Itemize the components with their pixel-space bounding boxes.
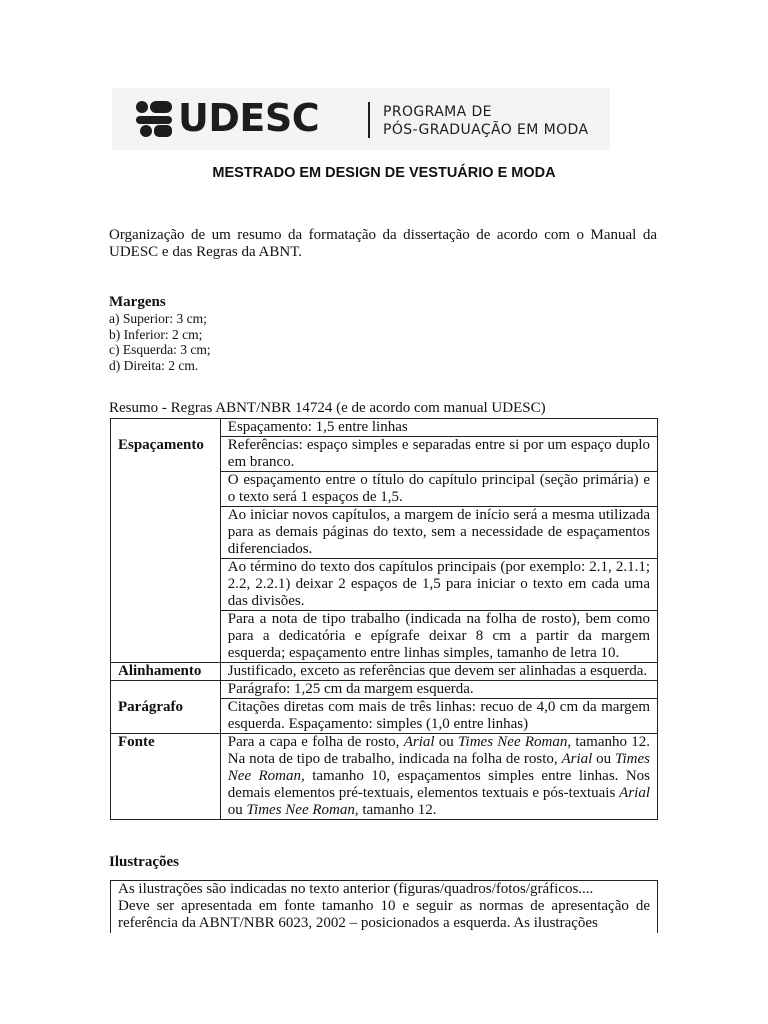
- fonte-text: tamanho 10, espaçamentos simples entre linhas. Nos demais elementos pré-textuais, elementos textuais e pós-textuais: [227, 768, 650, 801]
- font-name: Times Nee Roman,: [227, 751, 651, 784]
- fonte-text: ou: [434, 734, 459, 750]
- font-name: Arial: [619, 785, 650, 801]
- fonte-text: , tamanho 12. Na nota de tipo de trabalho, indicada na folha de rosto,: [227, 734, 651, 767]
- list-item: d) Direita: 2 cm.: [109, 357, 199, 373]
- page-title: MESTRADO EM DESIGN DE VESTUÁRIO E MODA: [212, 165, 556, 181]
- udesc-logo: [112, 88, 610, 150]
- rules-table: [110, 418, 658, 820]
- program-line-2: PÓS-GRADUAÇÃO EM MODA: [383, 122, 589, 138]
- table-row: [111, 419, 658, 437]
- font-name: Times Nee Roman: [246, 802, 355, 818]
- table-cell: Parágrafo: 1,25 cm da margem esquerda.: [220, 681, 657, 699]
- fonte-text: Para a capa e folha de rosto,: [227, 734, 404, 750]
- list-item: b) Inferior: 2 cm;: [109, 326, 203, 342]
- table-cell: Citações diretas com mais de três linhas: recuo de 4,0 cm da margem esquerda. Espaçamento: simples (1,0 entre linhas): [220, 699, 657, 734]
- udesc-emblem-icon: [134, 100, 174, 138]
- table-row: [111, 681, 658, 699]
- fonte-label: Fonte: [111, 734, 221, 820]
- fonte-text: ou: [592, 751, 615, 767]
- ilustracoes-box: [110, 880, 658, 933]
- margens-heading: Margens: [109, 294, 166, 310]
- table-label-cell: [111, 507, 221, 559]
- table-cell: Espaçamento: 1,5 entre linhas: [220, 419, 657, 437]
- list-item: c) Esquerda: 3 cm;: [109, 342, 211, 357]
- table-row: [111, 559, 658, 611]
- table-row: [111, 472, 658, 507]
- table-row: [111, 437, 658, 472]
- table-cell: Justificado, exceto as referências que devem ser alinhadas a esquerda.: [220, 663, 657, 681]
- table-cell: Para a nota de tipo trabalho (indicada na folha de rosto), bem como para a dedicatória e epígrafe deixar 8 cm a partir da margem esquerda; espaçamento entre linhas simples, tamanho de letra 10.: [220, 611, 657, 663]
- ilustracoes-line: As ilustrações são indicadas no texto anterior (figuras/quadros/fotos/gráficos....: [118, 881, 594, 897]
- table-label-cell: [111, 611, 221, 663]
- table-row: [111, 507, 658, 559]
- table-row: [111, 734, 658, 820]
- table-caption: Resumo - Regras ABNT/NBR 14724 (e de acordo com manual UDESC): [109, 400, 546, 416]
- paragrafo-label: Parágrafo: [111, 681, 221, 734]
- logo-wordmark: UDESC: [178, 96, 320, 140]
- alinhamento-label: Alinhamento: [111, 663, 221, 681]
- fonte-cell: [220, 734, 657, 820]
- program-name: [383, 103, 588, 139]
- logo-divider: [368, 102, 370, 138]
- table-cell: Ao término do texto dos capítulos principais (por exemplo: 2.1, 2.1.1; 2.2, 2.2.1) deixar 2 espaços de 1,5 para iniciar o texto em cada uma das divisões.: [220, 559, 657, 611]
- fonte-text: , tamanho 12.: [354, 802, 437, 818]
- margens-list: [109, 311, 211, 373]
- fonte-text: ou: [227, 802, 247, 818]
- program-line-1: PROGRAMA DE: [383, 104, 492, 120]
- font-name: Arial: [561, 751, 593, 767]
- table-cell: O espaçamento entre o título do capítulo principal (seção primária) e o texto será 1 espaços de 1,5.: [220, 472, 657, 507]
- espacamento-label: Espaçamento: [111, 437, 221, 472]
- font-name: Arial: [403, 734, 435, 750]
- table-row: [111, 611, 658, 663]
- table-label-cell: [111, 472, 221, 507]
- ilustracoes-line: Deve ser apresentada em fonte tamanho 10 e seguir as normas de apresentação de referência da ABNT/NBR 6023, 2002 – posicionados a esquerda. As ilustrações: [118, 898, 650, 931]
- table-label-cell: [111, 419, 221, 437]
- intro-paragraph: Organização de um resumo da formatação da dissertação de acordo com o Manual da UDESC e das Regras da ABNT.: [109, 227, 657, 260]
- table-cell: Ao iniciar novos capítulos, a margem de início será a mesma utilizada para as demais páginas do texto, sem a necessidade de espaçamentos diferenciados.: [220, 507, 657, 559]
- table-label-cell: [111, 559, 221, 611]
- list-item: a) Superior: 3 cm;: [109, 311, 207, 326]
- ilustracoes-heading: Ilustrações: [109, 854, 179, 870]
- font-name: Times Nee Roman: [458, 734, 568, 750]
- table-cell: Referências: espaço simples e separadas entre si por um espaço duplo em branco.: [220, 437, 657, 472]
- table-row: [111, 663, 658, 681]
